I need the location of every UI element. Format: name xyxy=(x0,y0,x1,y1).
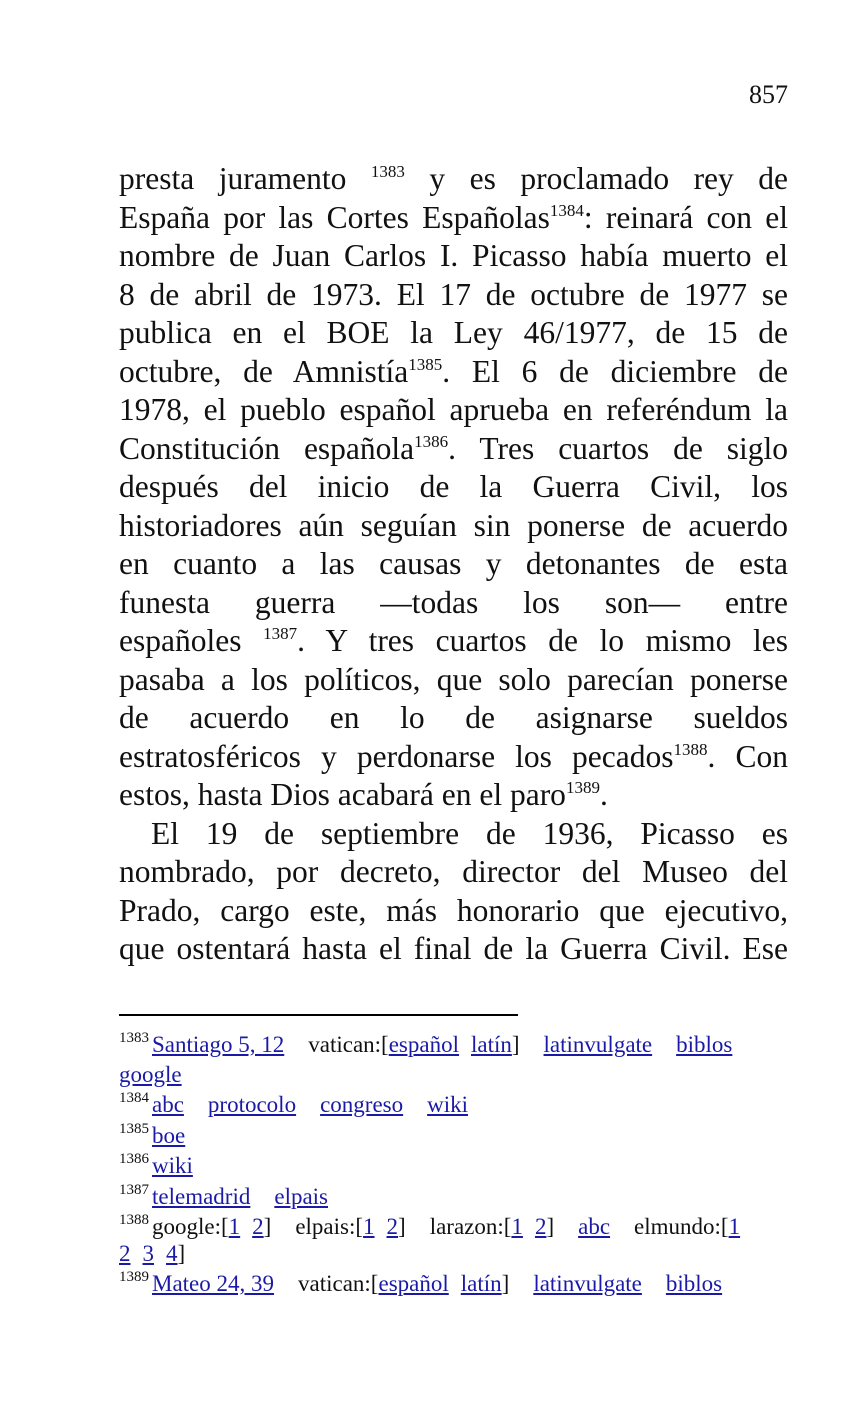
text-line: octubre, de Amnistía$^{1385}$. El 6 de diciembre de xyxy=(119,353,788,389)
link-latinvulgate[interactable]: latinvulgate xyxy=(543,1032,653,1057)
text-line: funesta guerra —todas los son— entre xyxy=(119,584,788,620)
text-line: estratosféricos y perdonarse los pecados$^{1388}$. Con xyxy=(119,738,788,774)
text-line: después del inicio de la Guerra Civil, los xyxy=(119,469,788,504)
footnote-number: 1388 xyxy=(119,1212,149,1228)
link-mateo[interactable]: Mateo 24, 39 xyxy=(152,1271,275,1296)
link-congreso[interactable]: congreso xyxy=(320,1092,404,1117)
text-line: historiadores aún seguían sin ponerse de acuerdo xyxy=(119,507,788,543)
text-line: nombre de Juan Carlos I. Picasso había muerto el xyxy=(119,238,788,273)
text-line: 8 de abril de 1973. El 17 de octubre de 1977 se xyxy=(119,276,788,312)
text-line: España por las Cortes Españolas$^{1384}$: reinará con el xyxy=(119,199,788,235)
link-telemadrid[interactable]: telemadrid xyxy=(152,1183,251,1209)
link-protocolo[interactable]: protocolo xyxy=(207,1092,297,1117)
footnote-number: 1384 xyxy=(119,1090,149,1106)
bracket: ] xyxy=(501,1271,510,1296)
link-biblos[interactable]: biblos xyxy=(676,1032,733,1057)
link-google-2[interactable]: 2 xyxy=(252,1214,264,1239)
footnote-ref: 1383 xyxy=(370,162,405,181)
elpais-label: elpais:[ xyxy=(295,1214,364,1239)
link-boe[interactable]: boe xyxy=(152,1122,186,1148)
text-line: que ostentará hasta el final de la Guerra Civil. Ese xyxy=(119,931,788,966)
bracket: ] xyxy=(398,1214,406,1239)
footnote-1389 xyxy=(119,1269,788,1300)
link-espanol[interactable]: español xyxy=(388,1032,459,1057)
footnote-number: 1389 xyxy=(119,1269,149,1285)
footnote-1383-cont xyxy=(119,1060,788,1091)
footnote-1385 xyxy=(119,1121,788,1152)
footnote-number: 1385 xyxy=(119,1120,149,1137)
footnote-1383 xyxy=(119,1030,788,1061)
text-line: de acuerdo en lo de asignarse sueldos xyxy=(119,700,788,735)
text-line: El 19 de septiembre de 1936, Picasso es xyxy=(151,815,788,851)
text-line: pasaba a los políticos, que solo parecían ponerse xyxy=(119,661,788,697)
footnote-ref: 1384 xyxy=(549,200,584,220)
text-line: 1978, el pueblo español aprueba en referéndum la xyxy=(119,392,788,427)
link-elpais[interactable]: elpais xyxy=(274,1183,329,1209)
link-elpais-2[interactable]: 2 xyxy=(386,1214,399,1239)
link-elmundo-4[interactable]: 4 xyxy=(166,1240,178,1266)
body-text xyxy=(119,160,788,969)
footnote-divider xyxy=(119,1014,518,1016)
text-line: Prado, cargo este, más honorario que ejecutivo, xyxy=(119,892,788,928)
bracket: ] xyxy=(546,1214,555,1239)
footnote-number: 1386 xyxy=(119,1151,149,1167)
footnote-number: 1387 xyxy=(119,1181,149,1198)
bracket: ] xyxy=(177,1240,186,1266)
larazon-label: larazon:[ xyxy=(429,1214,512,1239)
text-line: españoles $^{1387}$. Y tres cuartos de lo mismo les xyxy=(119,623,788,658)
elmundo-label: elmundo:[ xyxy=(634,1214,729,1239)
link-biblos[interactable]: biblos xyxy=(665,1271,723,1296)
vatican-label: vatican:[ xyxy=(298,1271,379,1296)
google-label: google:[ xyxy=(152,1214,229,1239)
footnote-1388-cont xyxy=(119,1239,788,1270)
text-line: Constitución española$^{1386}$. Tres cuartos de siglo xyxy=(119,430,788,466)
text-line: presta juramento $^{1383}$ y es proclamado rey de xyxy=(119,161,788,196)
link-google-1[interactable]: 1 xyxy=(228,1214,241,1239)
link-abc[interactable]: abc xyxy=(152,1092,184,1117)
vatican-label: vatican:[ xyxy=(308,1032,389,1057)
text-line: nombrado, por decreto, director del Museo del xyxy=(119,854,788,889)
bracket: ] xyxy=(263,1214,272,1239)
link-espanol[interactable]: español xyxy=(378,1271,449,1296)
footnote-number: 1383 xyxy=(119,1030,149,1046)
link-wiki[interactable]: wiki xyxy=(427,1092,468,1117)
text-line: publica en el BOE la Ley 46/1977, de 15 de xyxy=(119,315,788,350)
footnote-1386 xyxy=(119,1151,788,1182)
bracket: ] xyxy=(511,1032,520,1057)
link-elpais-1[interactable]: 1 xyxy=(363,1214,375,1239)
footnote-1387 xyxy=(119,1182,788,1213)
link-abc[interactable]: abc xyxy=(578,1214,611,1239)
link-latin[interactable]: latín xyxy=(470,1032,512,1057)
link-elmundo-2[interactable]: 2 xyxy=(119,1240,131,1266)
footnote-1384 xyxy=(119,1090,788,1121)
link-larazon-2[interactable]: 2 xyxy=(534,1214,547,1239)
footnote-ref: 1387 xyxy=(263,624,298,643)
text-line: estos, hasta Dios acabará en el paro$^{1389}$. xyxy=(119,777,608,812)
footnote-ref: 1385 xyxy=(408,354,443,374)
page-number: 857 xyxy=(749,80,788,109)
link-larazon-1[interactable]: 1 xyxy=(511,1214,523,1239)
link-elmundo-1[interactable]: 1 xyxy=(728,1214,741,1239)
link-elmundo-3[interactable]: 3 xyxy=(142,1240,154,1266)
footnote-ref: 1388 xyxy=(673,739,708,759)
footnote-ref: 1386 xyxy=(414,431,449,451)
link-santiago[interactable]: Santiago 5, 12 xyxy=(152,1032,285,1057)
link-wiki[interactable]: wiki xyxy=(152,1153,193,1178)
link-google[interactable]: google xyxy=(119,1061,182,1087)
link-latin[interactable]: latín xyxy=(460,1271,502,1296)
footnote-ref: 1389 xyxy=(565,778,600,797)
link-latinvulgate[interactable]: latinvulgate xyxy=(533,1271,642,1296)
footnotes xyxy=(119,1030,788,1300)
text-line: en cuanto a las causas y detonantes de esta xyxy=(119,546,788,581)
